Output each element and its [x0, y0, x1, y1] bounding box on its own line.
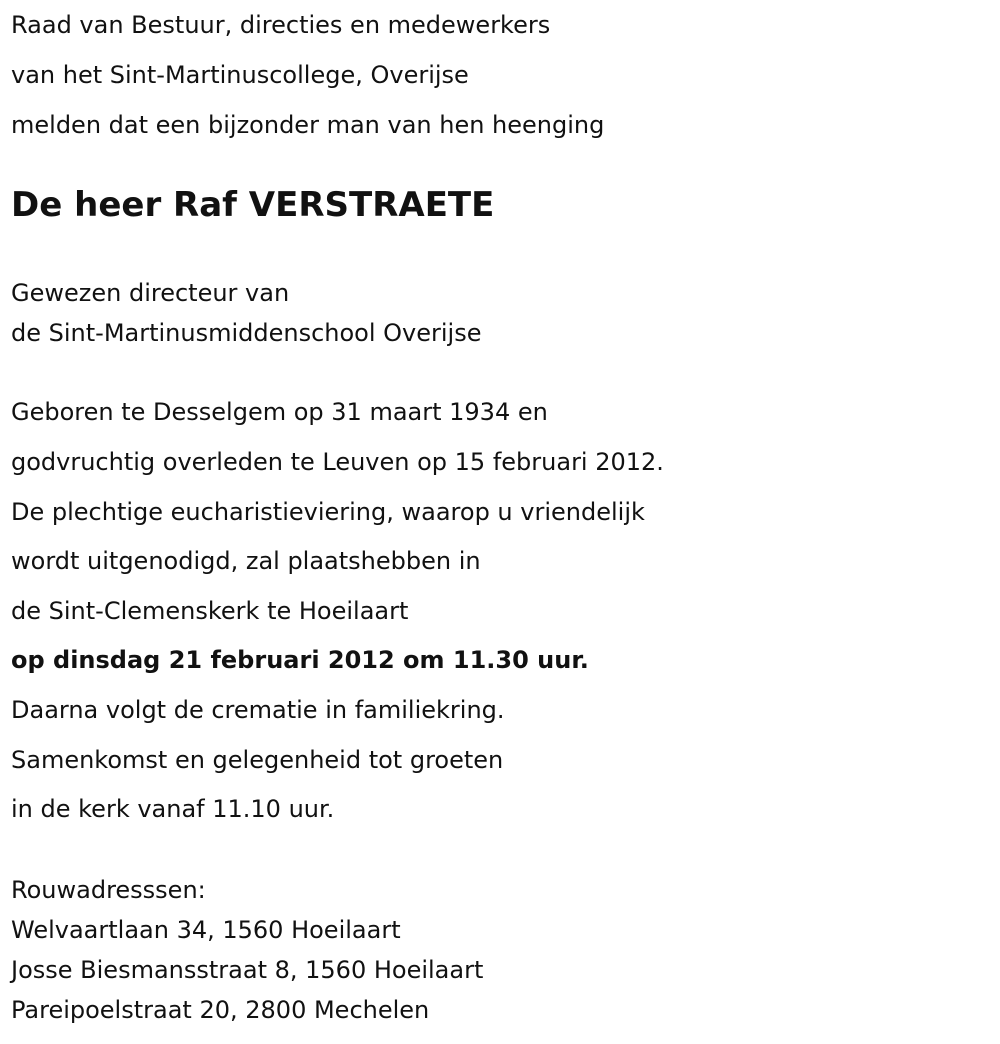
mass-line-1: De plechtige eucharistieviering, waarop u vriendelijk — [11, 498, 645, 526]
role-line-2: de Sint-Martinusmiddenschool Overijse — [11, 319, 482, 347]
cremation-line: Daarna volgt de crematie in familiekring. — [11, 696, 505, 724]
gathering-line-2: in de kerk vanaf 11.10 uur. — [11, 795, 335, 823]
address-line: Josse Biesmansstraat 8, 1560 Hoeilaart — [11, 956, 484, 984]
service-date-line: op dinsdag 21 februari 2012 om 11.30 uur. — [11, 646, 589, 674]
intro-line-3: melden dat een bijzonder man van hen heenging — [11, 111, 605, 139]
death-line: godvruchtig overleden te Leuven op 15 februari 2012. — [11, 448, 664, 476]
gathering-line-1: Samenkomst en gelegenheid tot groeten — [11, 746, 504, 774]
address-line: Welvaartlaan 34, 1560 Hoeilaart — [11, 916, 401, 944]
birth-line: Geboren te Desselgem op 31 maart 1934 en — [11, 398, 548, 426]
address-line: Pareipoelstraat 20, 2800 Mechelen — [11, 996, 430, 1024]
church-line: de Sint-Clemenskerk te Hoeilaart — [11, 597, 409, 625]
deceased-name: De heer Raf VERSTRAETE — [11, 185, 495, 225]
addresses-label: Rouwadresssen: — [11, 876, 206, 904]
intro-line-2: van het Sint-Martinuscollege, Overijse — [11, 61, 469, 89]
role-line-1: Gewezen directeur van — [11, 279, 290, 307]
mass-line-2: wordt uitgenodigd, zal plaatshebben in — [11, 547, 481, 575]
intro-line-1: Raad van Bestuur, directies en medewerkers — [11, 11, 551, 39]
